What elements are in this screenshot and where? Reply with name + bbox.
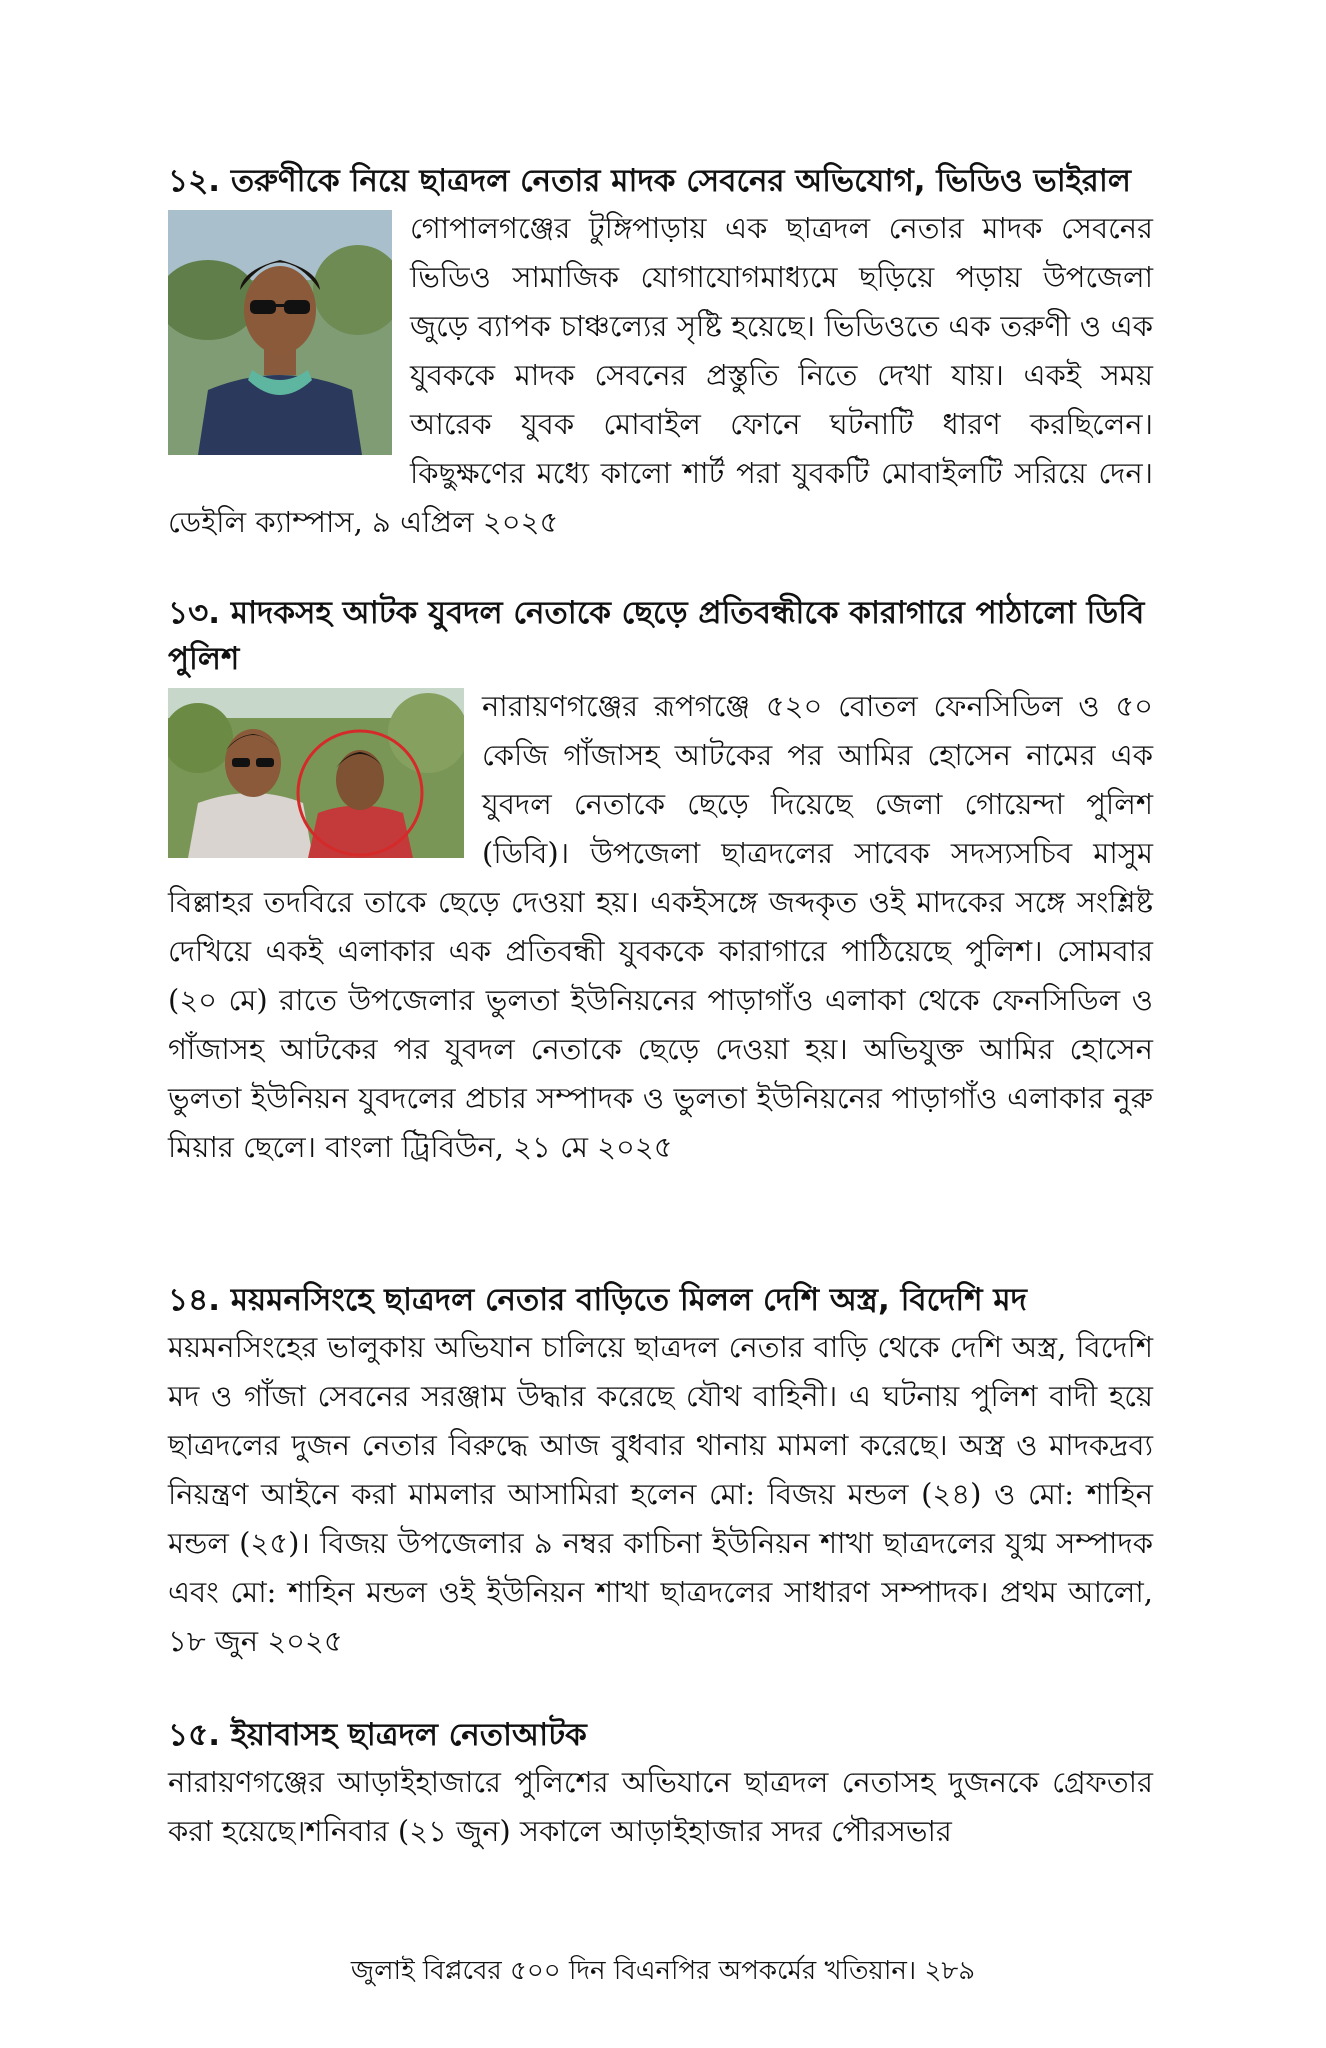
- item-title-text: তরুণীকে নিয়ে ছাত্রদল নেতার মাদক সেবনের অভিযোগ, ভিডিও ভাইরাল: [230, 163, 1131, 199]
- item-title-text: ইয়াবাসহ ছাত্রদল নেতাআটক: [230, 1717, 587, 1753]
- news-item-13: [168, 590, 1153, 1172]
- news-item-title: [168, 158, 1153, 204]
- news-photo-two-men: [168, 688, 464, 858]
- news-item-body: ময়মনসিংহের ভালুকায় অভিযান চালিয়ে ছাত্রদল নেতার বাড়ি থেকে দেশি অস্ত্র, বিদেশি মদ ও গাঁজা সেবনের সরঞ্জাম উদ্ধার করেছে যৌথ বাহিনী। এ ঘটনায় পুলিশ বাদী হয়ে ছাত্রদলের দুজন নেতার বিরুদ্ধে আজ বুধবার থানায় মামলা করেছে। অস্ত্র ও মাদকদ্রব্য নিয়ন্ত্রণ আইনে করা মামলার আসামিরা হলেন মো: বিজয় মন্ডল (২৪) ও মো: শাহিন মন্ডল (২৫)। বিজয় উপজেলার ৯ নম্বর কাচিনা ইউনিয়ন শাখা ছাত্রদলের যুগ্ম সম্পাদক এবং মো: শাহিন মন্ডল ওই ইউনিয়ন শাখা ছাত্রদলের সাধারণ সম্পাদক। প্রথম আলো, ১৮ জুন ২০২৫: [168, 1330, 1153, 1658]
- news-photo-young-man: [168, 210, 392, 455]
- item-number: ১৩.: [168, 595, 221, 631]
- news-item-title: [168, 1277, 1153, 1323]
- item-title-text: ময়মনসিংহে ছাত্রদল নেতার বাড়িতে মিলল দেশি অস্ত্র, বিদেশি মদ: [230, 1282, 1027, 1318]
- item-number: ১৪.: [168, 1282, 221, 1318]
- item-title-text: মাদকসহ আটক যুবদল নেতাকে ছেড়ে প্রতিবন্ধীকে কারাগারে পাঠালো ডিবি পুলিশ: [168, 595, 1145, 677]
- page-footer: জুলাই বিপ্লবের ৫০০ দিন বিএনপির অপকর্মের খতিয়ান। ২৮৯: [350, 1956, 976, 1986]
- news-item-title: [168, 590, 1153, 682]
- news-item-body: গোপালগঞ্জের টুঙ্গিপাড়ায় এক ছাত্রদল নেতার মাদক সেবনের ভিডিও সামাজিক যোগাযোগমাধ্যমে ছড়িয়ে পড়ায় উপজেলা জুড়ে ব্যাপক চাঞ্চল্যের সৃষ্টি হয়েছে। ভিডিওতে এক তরুণী ও এক যুবককে মাদক সেবনের প্রস্তুতি নিতে দেখা যায়। একই সময় আরেক যুবক মোবাইল ফোনে ঘটনাটি ধারণ করছিলেন। কিছুক্ষণের মধ্যে কালো শার্ট পরা যুবকটি মোবাইলটি সরিয়ে দেন। ডেইলি ক্যাম্পাস, ৯ এপ্রিল ২০২৫: [168, 211, 1153, 539]
- news-item-14: [168, 1277, 1153, 1666]
- news-item-body: নারায়ণগঞ্জের রূপগঞ্জে ৫২০ বোতল ফেনসিডিল ও ৫০ কেজি গাঁজাসহ আটকের পর আমির হোসেন নামের এক যুবদল নেতাকে ছেড়ে দিয়েছে জেলা গোয়েন্দা পুলিশ (ডিবি)। উপজেলা ছাত্রদলের সাবেক সদস্যসচিব মাসুম বিল্লাহর তদবিরে তাকে ছেড়ে দেওয়া হয়। একইসঙ্গে জব্দকৃত ওই মাদকের সঙ্গে সংশ্লিষ্ট দেখিয়ে একই এলাকার এক প্রতিবন্ধী যুবককে কারাগারে পাঠিয়েছে পুলিশ। সোমবার (২০ মে) রাতে উপজেলার ভুলতা ইউনিয়নের পাড়াগাঁও এলাকা থেকে ফেনসিডিল ও গাঁজাসহ আটকের পর যুবদল নেতাকে ছেড়ে দেওয়া হয়। অভিযুক্ত আমির হোসেন ভুলতা ইউনিয়ন যুবদলের প্রচার সম্পাদক ও ভুলতা ইউনিয়নের পাড়াগাঁও এলাকার নুরু মিয়ার ছেলে। বাংলা ট্রিবিউন, ২১ মে ২০২৫: [168, 689, 1153, 1164]
- news-item-15: [168, 1712, 1153, 1856]
- news-item-12: [168, 158, 1153, 547]
- news-item-body: নারায়ণগঞ্জের আড়াইহাজারে পুলিশের অভিযানে ছাত্রদল নেতাসহ দুজনকে গ্রেফতার করা হয়েছে।শনিবার (২১ জুন) সকালে আড়াইহাজার সদর পৌরসভার: [168, 1765, 1153, 1848]
- item-number: ১৫.: [168, 1717, 221, 1753]
- news-item-title: [168, 1712, 1153, 1758]
- item-number: ১২.: [168, 163, 221, 199]
